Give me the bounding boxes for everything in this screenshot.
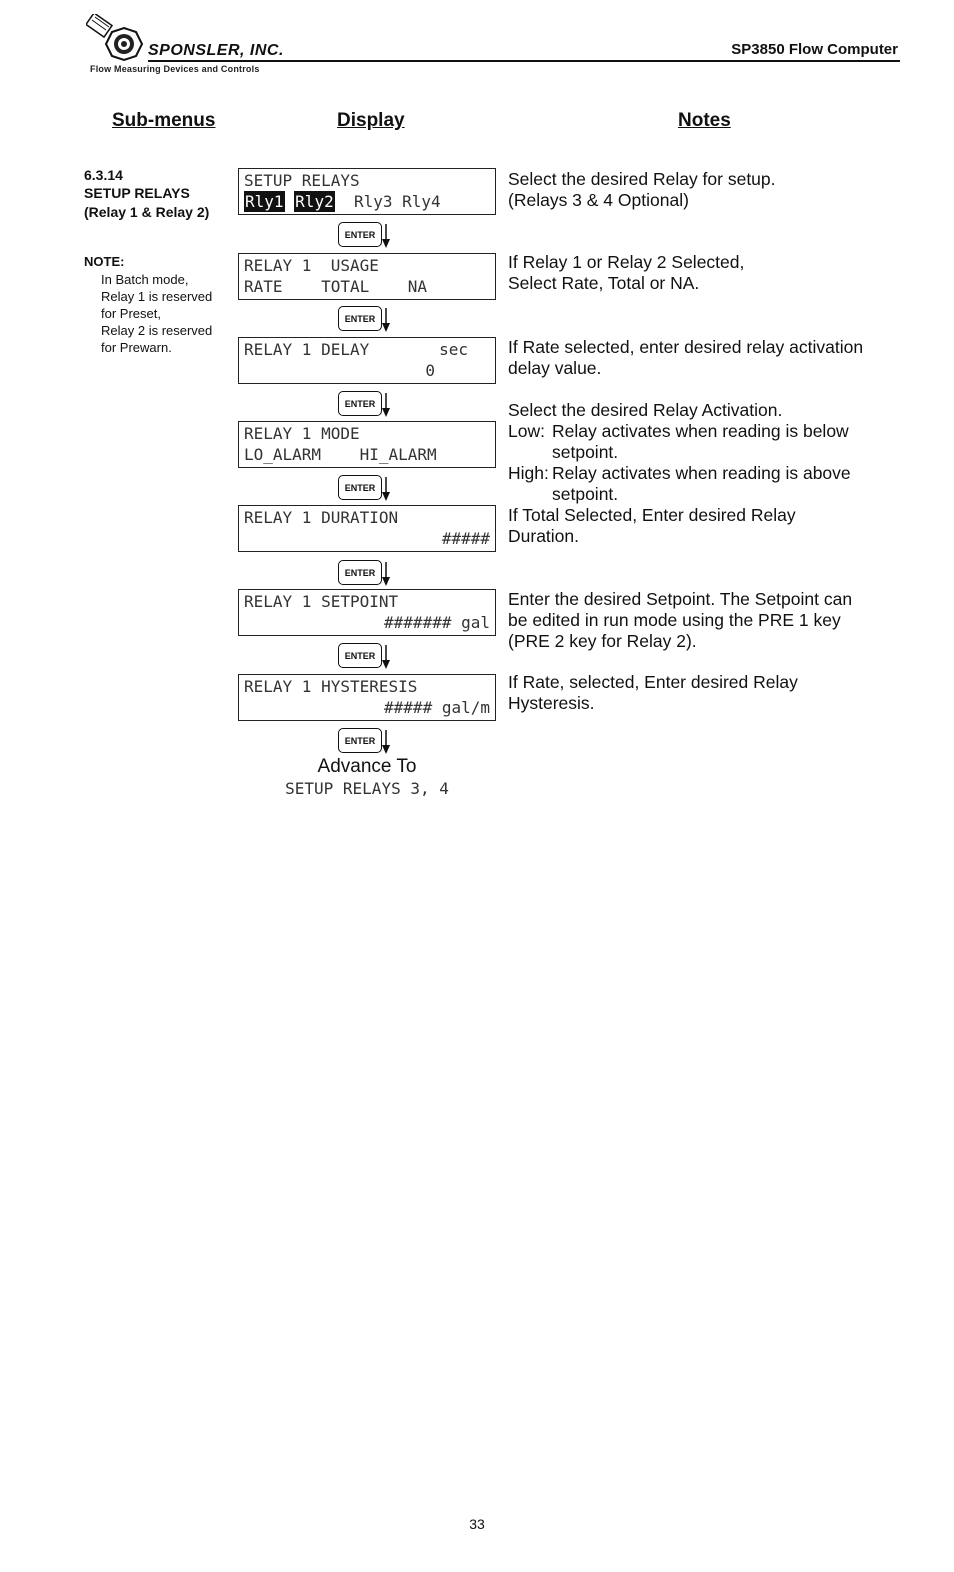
lcd-setup-relays [238, 168, 496, 215]
lcd-relay-setpoint [238, 589, 496, 636]
lcd-line [244, 612, 490, 633]
note-select-relay [508, 169, 904, 211]
lcd-line [244, 591, 490, 612]
note-line: Enter the desired Setpoint. The Setpoint can [508, 589, 853, 609]
page-number: 33 [469, 1516, 485, 1532]
enter-key[interactable] [338, 391, 386, 418]
note-line: (PRE 2 key for Relay 2). [508, 631, 697, 651]
enter-key-label: ENTER [338, 643, 382, 668]
lcd-relay-delay [238, 337, 496, 384]
note-line: If Relay 1 or Relay 2 Selected, [508, 252, 745, 272]
lcd-line [244, 339, 490, 360]
relay-option-2[interactable]: Rly2 [295, 192, 334, 211]
lcd-line [244, 276, 490, 297]
lcd-line [244, 255, 490, 276]
note-body [101, 271, 231, 356]
advance-target: SETUP RELAYS 3, 4 [285, 779, 449, 798]
enter-key-label: ENTER [338, 560, 382, 585]
lcd-text: RELAY 1 USAGE [244, 256, 379, 275]
enter-key[interactable] [338, 560, 386, 587]
lcd-text: RELAY 1 SETPOINT [244, 592, 399, 611]
down-arrow-icon [382, 222, 390, 249]
flowmeter-logo-icon [86, 14, 156, 64]
enter-key-label: ENTER [338, 728, 382, 753]
note-hysteresis [508, 672, 904, 714]
product-title: SP3850 Flow Computer [731, 41, 898, 58]
note-setpoint [508, 589, 904, 652]
note-line: Duration. [508, 526, 580, 546]
column-header-display: Display [337, 110, 405, 131]
down-arrow-icon [382, 306, 390, 333]
enter-key-label: ENTER [338, 222, 382, 247]
enter-key[interactable] [338, 643, 386, 670]
note-line: Select the desired Relay for setup. [508, 169, 776, 189]
note-line: Relay 2 is reserved [101, 323, 213, 338]
relay-option-1[interactable]: Rly1 [245, 192, 284, 211]
lcd-text: LO_ALARM HI_ALARM [244, 445, 437, 464]
advance-label: Advance To [317, 756, 417, 777]
section-number: 6.3.14 [84, 167, 123, 183]
note-line: Select Rate, Total or NA. [508, 273, 700, 293]
lcd-text: RELAY 1 MODE [244, 424, 360, 443]
lcd-line [244, 170, 490, 191]
column-header-submenus: Sub-menus [112, 110, 216, 131]
note-usage [508, 252, 904, 294]
note-line: If Rate selected, enter desired relay activation [508, 337, 864, 357]
note-delay [508, 337, 904, 379]
down-arrow-icon [382, 391, 390, 418]
lcd-relay-usage [238, 253, 496, 300]
note-line: If Total Selected, Enter desired Relay [508, 505, 796, 525]
note-duration [508, 505, 904, 547]
company-tagline: Flow Measuring Devices and Controls [90, 64, 260, 74]
lcd-text: SETUP RELAYS [244, 171, 360, 190]
note-line: If Rate, selected, Enter desired Relay [508, 672, 798, 692]
down-arrow-icon [382, 560, 390, 587]
header-divider [148, 60, 900, 62]
enter-key[interactable] [338, 222, 386, 249]
column-header-notes: Notes [678, 110, 731, 131]
enter-key[interactable] [338, 306, 386, 333]
note-high [508, 463, 904, 505]
note-line: Relay 1 is reserved [101, 289, 213, 304]
lcd-line [244, 697, 490, 718]
enter-key[interactable] [338, 475, 386, 502]
note-label: NOTE: [84, 254, 125, 269]
section-title-line: SETUP RELAYS [84, 185, 190, 201]
lcd-text: RELAY 1 HYSTERESIS [244, 677, 418, 696]
relay-option-3[interactable]: Rly3 [353, 192, 393, 211]
lcd-line [244, 360, 490, 381]
company-name: SPONSLER, INC. [148, 42, 284, 59]
note-mode [508, 400, 904, 505]
lcd-line [244, 423, 490, 444]
down-arrow-icon [382, 475, 390, 502]
note-line: for Preset, [101, 306, 161, 321]
lcd-text: RATE TOTAL NA [244, 277, 428, 296]
lcd-unit: sec [439, 340, 468, 359]
down-arrow-icon [382, 728, 390, 755]
down-arrow-icon [382, 643, 390, 670]
lcd-value: ####### gal [384, 613, 490, 632]
note-low-text: Relay activates when reading is below setpoint. [552, 421, 849, 462]
lcd-line [244, 191, 490, 212]
note-line: for Prewarn. [101, 340, 172, 355]
relay-option-4[interactable]: Rly4 [402, 192, 441, 211]
lcd-text: RELAY 1 DELAY [244, 340, 370, 359]
section-title-line: (Relay 1 & Relay 2) [84, 204, 210, 220]
note-line: be edited in run mode using the PRE 1 key [508, 610, 841, 630]
enter-key-label: ENTER [338, 306, 382, 331]
lcd-line [244, 507, 490, 528]
lcd-value: 0 [425, 361, 435, 380]
note-line: In Batch mode, [101, 272, 189, 287]
note-low-label: Low: [508, 421, 545, 441]
lcd-relay-duration [238, 505, 496, 552]
lcd-line [244, 444, 490, 465]
enter-key-label: ENTER [338, 475, 382, 500]
lcd-relay-mode [238, 421, 496, 468]
lcd-relay-hysteresis [238, 674, 496, 721]
lcd-line [244, 528, 490, 549]
lcd-line [244, 676, 490, 697]
note-line: (Relays 3 & 4 Optional) [508, 190, 689, 210]
lcd-text: RELAY 1 DURATION [244, 508, 399, 527]
section-title [84, 184, 209, 222]
note-line: delay value. [508, 358, 602, 378]
note-line: Select the desired Relay Activation. [508, 400, 783, 420]
enter-key[interactable] [338, 728, 386, 755]
note-high-text: Relay activates when reading is above setpoint. [552, 463, 851, 504]
lcd-value: ##### gal/m [384, 698, 490, 717]
note-high-label: High: [508, 463, 549, 483]
enter-key-label: ENTER [338, 391, 382, 416]
note-line: Hysteresis. [508, 693, 595, 713]
lcd-value: ##### [441, 529, 490, 548]
note-low [508, 421, 904, 463]
